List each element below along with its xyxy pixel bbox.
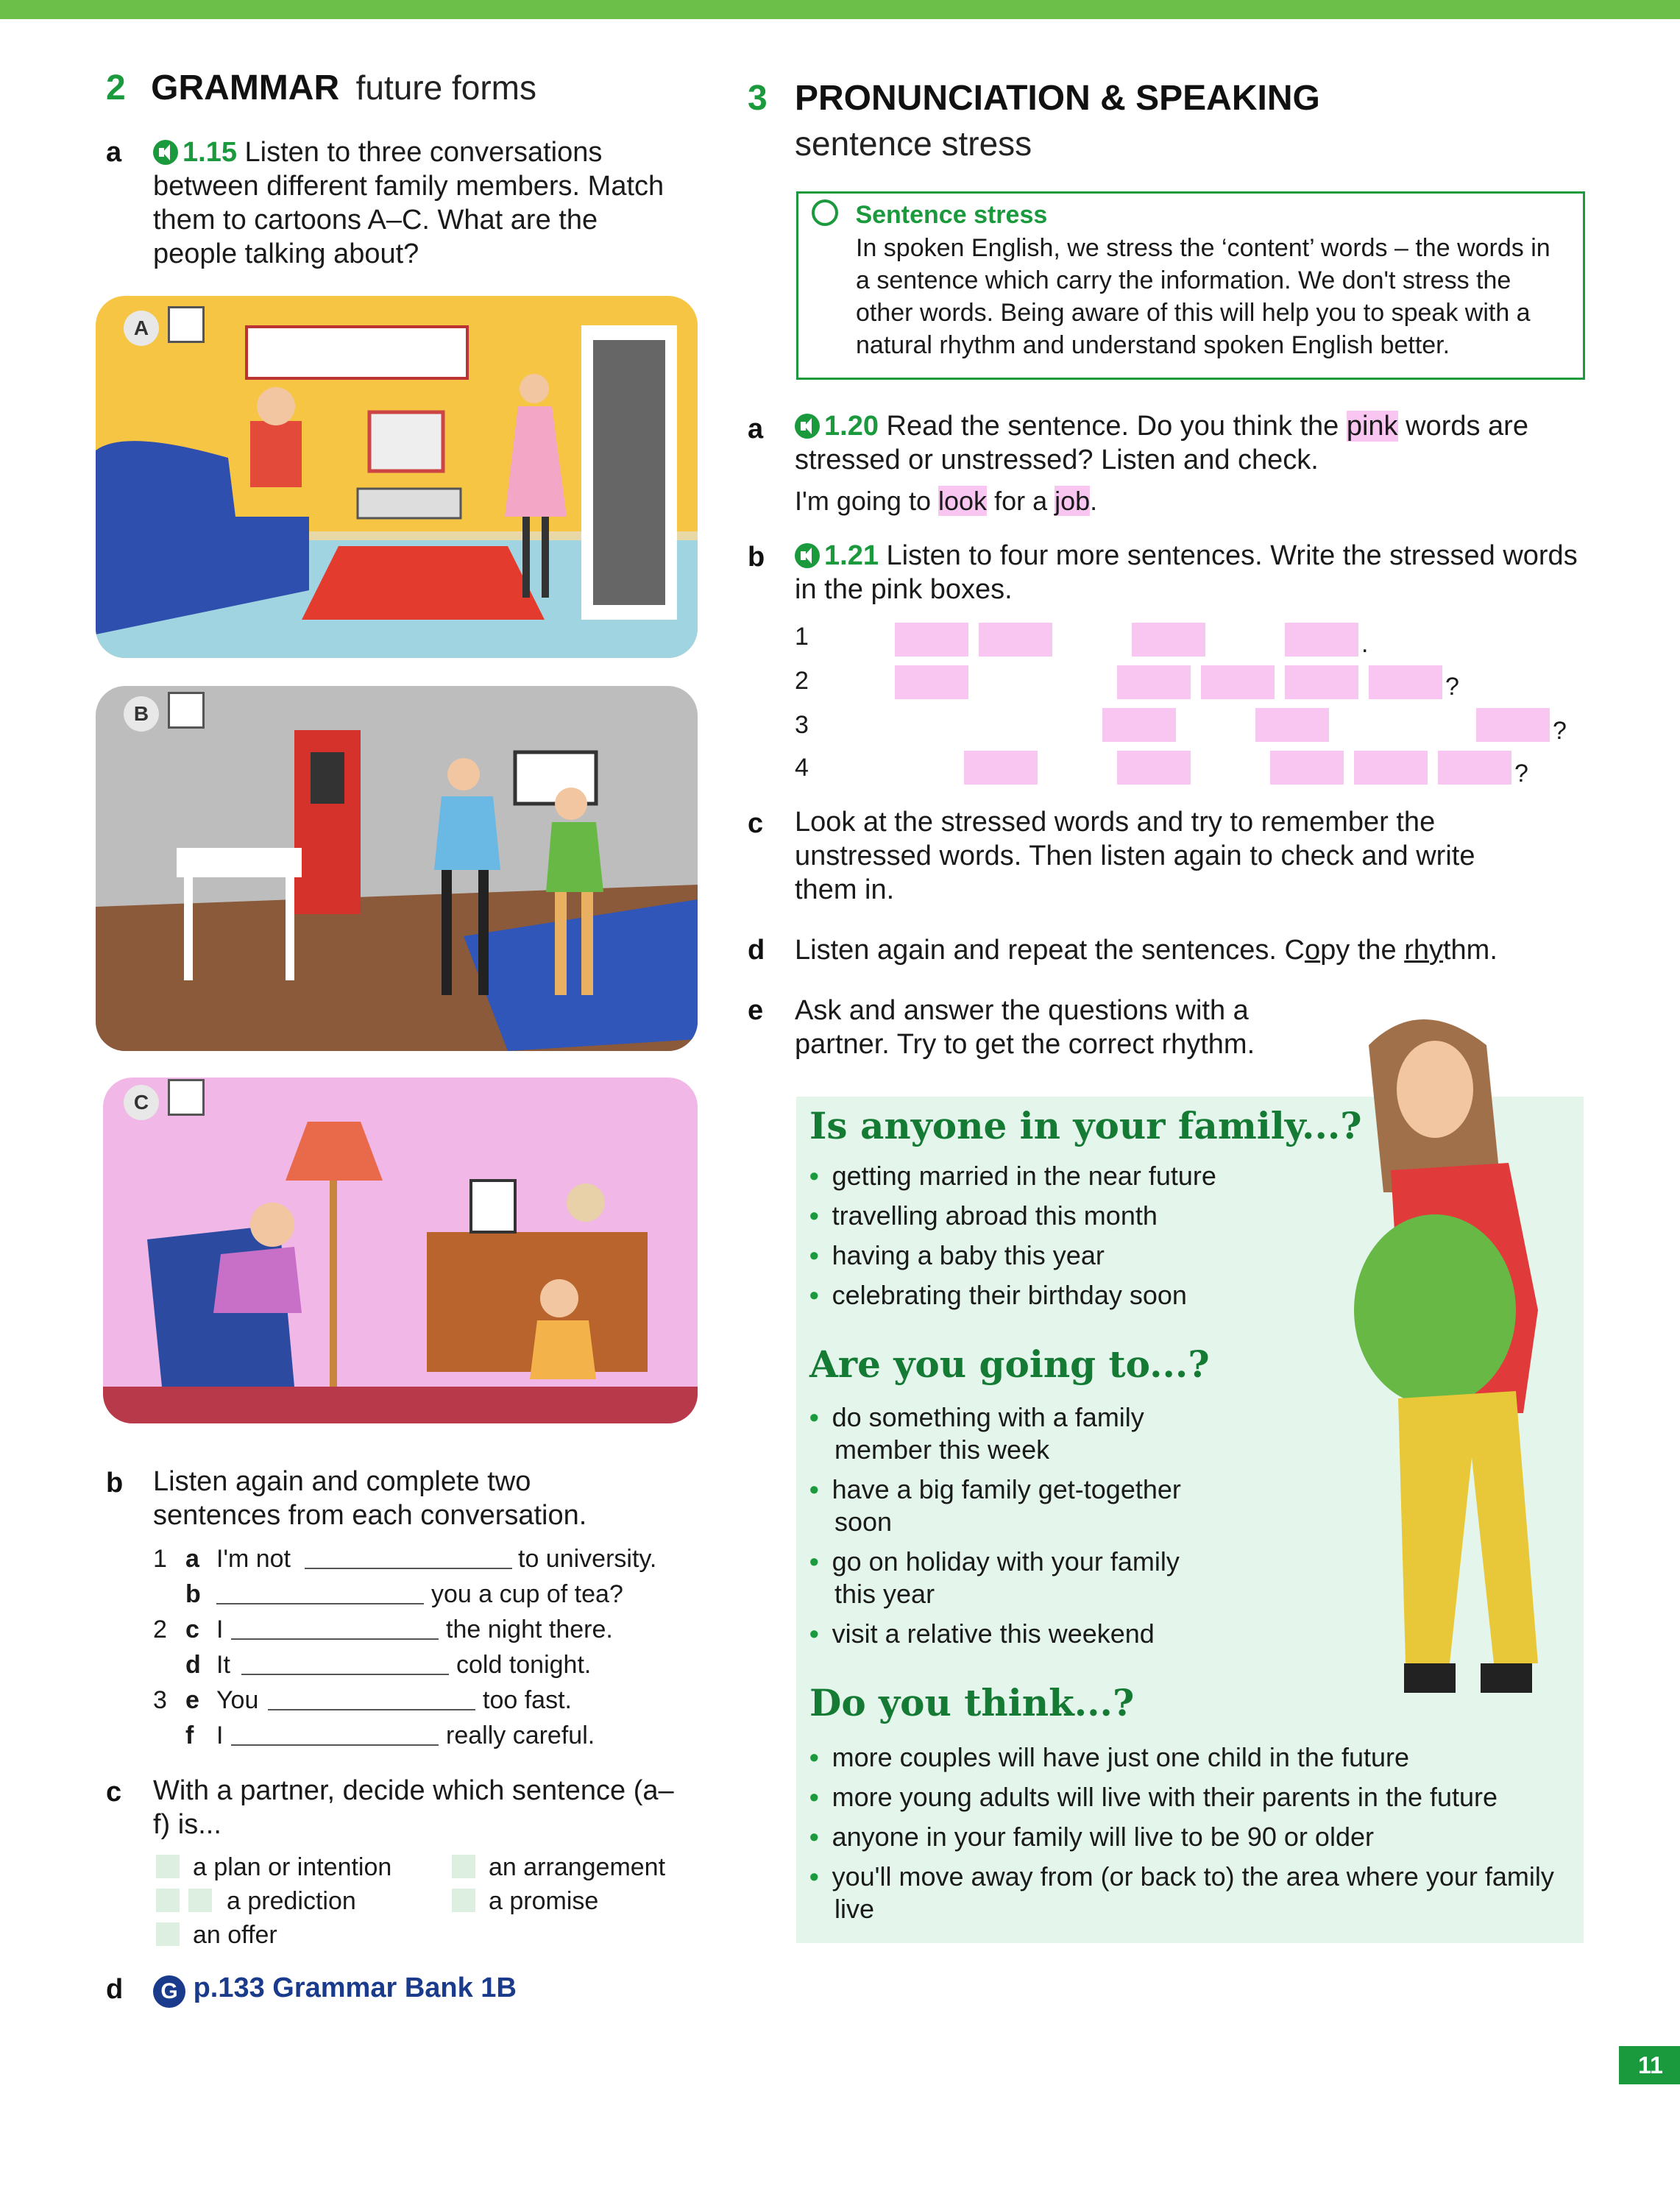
question-heading: Are you going to...? <box>809 1342 1210 1386</box>
pron-a-instruction <box>795 409 1589 477</box>
sentence-part: I'm going to <box>795 486 931 516</box>
stress-box[interactable] <box>1117 751 1191 785</box>
answer-box[interactable] <box>168 1079 205 1116</box>
instruction-text-1: Listen again and repeat the sentences. <box>795 935 1277 966</box>
magnifier-icon <box>812 199 838 226</box>
question-text: anyone in your family will live to be 90 or older <box>832 1822 1374 1852</box>
question-text: more young adults will live with their parents in the future <box>832 1782 1498 1812</box>
question-item: • getting married in the near future <box>809 1161 1216 1191</box>
question-list <box>809 1401 1222 1650</box>
exercise-letter: a <box>748 414 764 445</box>
question-text: having a baby this year <box>832 1240 1105 1270</box>
exercise-letter: d <box>106 1974 124 2005</box>
grammar-c-instruction: With a partner, decide which sentence (a–f) is... <box>153 1775 674 1840</box>
stress-box[interactable] <box>1369 665 1442 699</box>
question-text: more couples will have just one child in the future <box>832 1742 1410 1772</box>
item-letter: f <box>185 1722 194 1749</box>
item-letter: d <box>185 1651 201 1679</box>
exercise-letter: e <box>748 995 764 1026</box>
item-letter: b <box>185 1580 201 1608</box>
option-label: an arrangement <box>489 1853 666 1881</box>
question-item: • anyone in your family will live to be 90 or older <box>809 1822 1374 1852</box>
gap-fill-item <box>153 1577 683 1612</box>
grammar-bank-link[interactable] <box>153 1972 517 2008</box>
option-checkbox[interactable] <box>156 1855 180 1878</box>
stress-box[interactable] <box>979 623 1052 657</box>
cartoon-c-illustration <box>103 1078 698 1423</box>
section-number: 2 <box>106 68 126 107</box>
gap-fill-list <box>153 1541 683 1753</box>
pron-e-instruction: Ask and answer the questions with a partner. Try to get the correct rhythm. <box>795 995 1255 1060</box>
grammar-b-instruction: Listen again and complete two sentences from each conversation. <box>153 1466 587 1531</box>
audio-track-number: 1.21 <box>824 540 879 571</box>
question-text: travelling abroad this month <box>832 1200 1158 1231</box>
question-text: have a big family get-together soon <box>832 1474 1181 1537</box>
answer-line[interactable] <box>231 1616 439 1640</box>
section-title: PRONUNCIATION & SPEAKING <box>795 79 1320 118</box>
instruction-text-2: words are stressed or unstressed? Listen and check. <box>795 411 1528 475</box>
sentence-end: . <box>1090 486 1098 516</box>
stressed-word: look <box>938 486 988 516</box>
option-label: a prediction <box>227 1887 356 1915</box>
option-checkbox[interactable] <box>156 1889 180 1912</box>
audio-icon <box>795 543 820 568</box>
item-number: 3 <box>153 1686 167 1714</box>
question-item: • more couples will have just one child in the future <box>809 1742 1410 1772</box>
pregnant-woman-illustration <box>1325 1001 1589 1722</box>
audio-icon <box>795 414 820 439</box>
row-end-mark: ? <box>1445 673 1459 701</box>
stress-box[interactable] <box>964 751 1038 785</box>
question-text: celebrating their birthday soon <box>832 1280 1187 1310</box>
item-suffix: you a cup of tea? <box>431 1580 623 1608</box>
stress-box[interactable] <box>895 623 968 657</box>
stress-box[interactable] <box>1201 665 1275 699</box>
audio-track[interactable] <box>795 540 879 571</box>
top-color-bar <box>0 0 1680 19</box>
answer-line[interactable] <box>268 1687 475 1710</box>
stress-box[interactable] <box>1117 665 1191 699</box>
item-prefix: It <box>216 1651 230 1679</box>
stress-box[interactable] <box>1255 708 1329 742</box>
gap-fill-item <box>153 1612 683 1647</box>
stress-box[interactable] <box>895 665 968 699</box>
answer-line[interactable] <box>305 1546 512 1569</box>
word-part: py <box>1320 935 1350 966</box>
question-text: you'll move away from (or back to) the area where your family live <box>832 1861 1554 1924</box>
stress-box[interactable] <box>1270 751 1344 785</box>
item-letter: e <box>185 1686 199 1714</box>
item-suffix: really careful. <box>446 1722 595 1749</box>
answer-line[interactable] <box>231 1722 439 1746</box>
item-letter: c <box>185 1616 199 1643</box>
exercise-letter: b <box>748 542 765 573</box>
question-item: • go on holiday with your family this year <box>809 1546 1180 1609</box>
stress-box[interactable] <box>1285 623 1358 657</box>
instruction-text: Listen to four more sentences. Write the stressed words in the pink boxes. <box>795 540 1578 605</box>
question-item: • visit a relative this weekend <box>809 1618 1155 1649</box>
cartoon-label: C <box>124 1085 159 1120</box>
cartoon-c <box>103 1078 698 1423</box>
item-prefix: I <box>216 1722 224 1749</box>
item-suffix: the night there. <box>446 1616 613 1643</box>
question-item: • more young adults will live with their parents in the future <box>809 1782 1498 1812</box>
question-item: • celebrating their birthday soon <box>809 1280 1187 1310</box>
stress-box[interactable] <box>1102 708 1176 742</box>
gap-fill-item <box>153 1541 683 1577</box>
instruction-text-1: Read the sentence. Do you think the <box>886 411 1339 442</box>
grammar-a-instruction <box>153 135 668 271</box>
answer-line[interactable] <box>241 1652 449 1675</box>
option-checkbox[interactable] <box>188 1889 212 1912</box>
question-list <box>809 1160 1369 1312</box>
question-item: • having a baby this year <box>809 1240 1105 1270</box>
item-number: 1 <box>153 1545 167 1573</box>
item-suffix: cold tonight. <box>456 1651 592 1679</box>
stress-box[interactable] <box>1132 623 1205 657</box>
row-number: 3 <box>795 711 809 739</box>
stress-box[interactable] <box>1476 708 1550 742</box>
row-end-mark: ? <box>1553 717 1567 745</box>
stress-box[interactable] <box>1438 751 1511 785</box>
audio-track[interactable] <box>153 137 237 168</box>
question-list <box>809 1741 1575 1925</box>
question-heading: Do you think...? <box>809 1681 1135 1724</box>
gap-fill-item <box>153 1682 683 1718</box>
tip-title: Sentence stress <box>855 201 1048 229</box>
exercise-letter: a <box>106 137 122 168</box>
question-heading: Is anyone in your family...? <box>809 1104 1362 1147</box>
answer-box[interactable] <box>168 306 205 343</box>
sentence-stress-tip-box <box>796 191 1585 380</box>
option-label: an offer <box>193 1921 277 1949</box>
question-text: getting married in the near future <box>832 1161 1216 1191</box>
row-end-mark: . <box>1361 630 1369 658</box>
question-item: • you'll move away from (or back to) the area where your family live <box>809 1861 1554 1924</box>
audio-track-number: 1.15 <box>182 137 237 168</box>
item-suffix: too fast. <box>483 1686 572 1714</box>
woman-figure <box>1325 1001 1589 1722</box>
stress-box[interactable] <box>1285 665 1358 699</box>
option-checkbox[interactable] <box>156 1922 180 1946</box>
cartoon-a-illustration <box>96 296 698 658</box>
underlined-word-copy <box>1285 935 1350 966</box>
row-number: 2 <box>795 667 809 695</box>
question-text: do something with a family member this week <box>832 1402 1144 1465</box>
section-number: 3 <box>748 79 768 118</box>
word-part-underlined: y <box>1428 935 1443 966</box>
underlined-word-rhythm <box>1404 935 1498 966</box>
pron-c-instruction: Look at the stressed words and try to remember the unstressed words. Then listen again to check and write them in. <box>795 807 1475 905</box>
item-number: 2 <box>153 1616 167 1643</box>
section-subtitle: future forms <box>355 68 536 107</box>
exercise-letter: c <box>748 808 764 839</box>
pron-b-instruction <box>795 539 1589 606</box>
option-checkbox[interactable] <box>452 1889 475 1912</box>
stress-box[interactable] <box>1354 751 1428 785</box>
stressed-word: job <box>1055 486 1091 516</box>
gap-fill-item <box>153 1647 683 1682</box>
word-part: C <box>1284 935 1305 966</box>
exercise-letter: b <box>106 1468 124 1498</box>
section-title: GRAMMAR <box>151 68 340 107</box>
row-number: 1 <box>795 623 809 651</box>
cartoon-a <box>96 296 698 658</box>
item-prefix: You <box>216 1686 259 1714</box>
grammar-bank-text: p.133 Grammar Bank 1B <box>193 1972 517 2003</box>
word-part-underlined: o <box>1304 935 1321 966</box>
exercise-letter: d <box>748 935 765 966</box>
answer-line[interactable] <box>216 1581 424 1604</box>
instruction-text-2: the <box>1357 935 1397 966</box>
item-prefix: I'm not <box>216 1545 291 1573</box>
item-suffix: to university. <box>518 1545 657 1573</box>
option-checkbox[interactable] <box>452 1855 475 1878</box>
item-letter: a <box>185 1545 199 1573</box>
example-sentence <box>795 486 1097 517</box>
pron-d-instruction <box>795 933 1604 967</box>
cartoon-label: A <box>124 311 159 346</box>
question-text: visit a relative this weekend <box>832 1618 1155 1649</box>
section-subtitle: sentence stress <box>795 124 1032 163</box>
cartoon-b <box>96 686 698 1051</box>
question-item: • have a big family get-together soon <box>809 1474 1181 1537</box>
grammar-heading <box>106 68 536 108</box>
question-item: • travelling abroad this month <box>809 1200 1158 1231</box>
instruction-text: Listen to three conversations between different family members. Match them to cartoons A–C. What are the people talking about? <box>153 137 664 269</box>
question-text: go on holiday with your family this year <box>832 1546 1180 1609</box>
word-part: thm. <box>1442 935 1498 966</box>
audio-track[interactable] <box>795 411 879 442</box>
gap-fill-item <box>153 1718 683 1753</box>
cartoon-label: B <box>124 696 159 732</box>
exercise-letter: c <box>106 1777 122 1808</box>
page-number: 11 <box>1619 2046 1680 2084</box>
word-part-underlined: rh <box>1404 935 1429 966</box>
row-end-mark: ? <box>1514 760 1528 788</box>
tip-text: In spoken English, we stress the ‘content’ words – the words in a sentence which carry the information. We don't stress the other words. Being aware of this will help you to speak with a natural rhythm and understand spoken English better. <box>856 234 1550 359</box>
cartoon-b-illustration <box>96 686 698 1051</box>
answer-box[interactable] <box>168 692 205 729</box>
sentence-part: for a <box>994 486 1048 516</box>
tip-title-row <box>812 199 1047 230</box>
audio-icon <box>153 140 178 165</box>
question-item: • do something with a family member this week <box>809 1402 1144 1465</box>
audio-track-number: 1.20 <box>824 411 879 442</box>
option-label: a promise <box>489 1887 599 1915</box>
row-number: 4 <box>795 754 809 782</box>
grammar-bank-icon: G <box>153 1975 185 2008</box>
item-prefix: I <box>216 1616 224 1643</box>
option-label: a plan or intention <box>193 1853 392 1881</box>
pink-highlight-word: pink <box>1346 411 1398 442</box>
